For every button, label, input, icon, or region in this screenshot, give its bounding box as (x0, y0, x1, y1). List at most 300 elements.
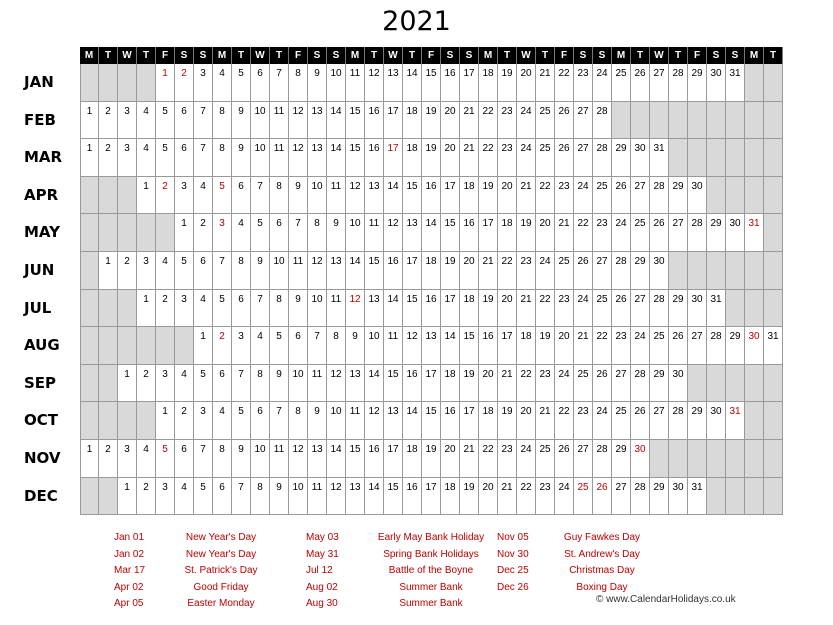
day-cell: 26 (555, 102, 574, 139)
day-cell: 2 (137, 478, 156, 515)
day-cell: 16 (403, 478, 422, 515)
day-cell: 3 (194, 402, 213, 439)
weekday-header-cell: S (707, 47, 726, 64)
day-cell: 27 (631, 290, 650, 327)
day-cell: 6 (175, 440, 194, 477)
holiday-date: May 03 (306, 532, 339, 543)
day-cell: 8 (289, 64, 308, 101)
day-cell: 25 (593, 290, 612, 327)
empty-cell (118, 214, 137, 251)
day-cell: 29 (650, 478, 669, 515)
day-cell: 25 (536, 102, 555, 139)
day-cell: 17 (498, 327, 517, 364)
day-cell: 21 (498, 365, 517, 402)
month-label: OCT (24, 411, 58, 430)
day-cell: 28 (650, 177, 669, 214)
day-cell: 3 (213, 214, 232, 251)
day-cell: 8 (213, 440, 232, 477)
holiday-column (114, 530, 266, 613)
day-cell: 23 (536, 478, 555, 515)
weekday-header-cell: T (270, 47, 289, 64)
holiday-name: Early May Bank Holiday (377, 532, 485, 543)
day-cell: 13 (365, 290, 384, 327)
day-cell: 7 (270, 402, 289, 439)
empty-cell (745, 365, 764, 402)
empty-cell (650, 440, 669, 477)
day-cell: 4 (213, 64, 232, 101)
day-cell: 21 (536, 64, 555, 101)
holiday-date: Nov 30 (497, 548, 529, 560)
day-cell: 6 (232, 290, 251, 327)
day-cell: 6 (251, 402, 270, 439)
day-cell: 2 (194, 214, 213, 251)
month-label: JAN (24, 73, 54, 91)
day-cell: 18 (460, 290, 479, 327)
day-cell: 29 (650, 365, 669, 402)
day-cell: 25 (574, 365, 593, 402)
day-cell: 3 (175, 290, 194, 327)
day-cell: 22 (593, 327, 612, 364)
day-cell: 28 (688, 214, 707, 251)
empty-cell (80, 177, 99, 214)
day-cell: 14 (384, 290, 403, 327)
day-cell: 6 (175, 139, 194, 176)
day-cell: 11 (270, 102, 289, 139)
empty-cell (726, 478, 745, 515)
holiday-item (114, 547, 266, 564)
empty-cell (118, 64, 137, 101)
day-cell: 8 (251, 365, 270, 402)
holiday-date: Aug 02 (306, 581, 338, 593)
empty-cell (726, 177, 745, 214)
day-cell: 29 (707, 214, 726, 251)
day-cell: 24 (555, 365, 574, 402)
day-cell: 26 (631, 64, 650, 101)
day-cell: 15 (346, 139, 365, 176)
weekday-header-cell: T (536, 47, 555, 64)
holiday-date: Jan 02 (114, 548, 145, 560)
weekday-header-cell: S (460, 47, 479, 64)
month-row (80, 402, 783, 440)
day-cell: 8 (213, 139, 232, 176)
day-cell: 6 (232, 177, 251, 214)
day-cell: 13 (365, 177, 384, 214)
day-cell: 11 (308, 365, 327, 402)
copyright-text: © www.CalendarHolidays.co.uk (596, 594, 736, 605)
day-cell: 27 (650, 402, 669, 439)
day-cell: 21 (517, 177, 536, 214)
day-cell: 13 (403, 214, 422, 251)
empty-cell (745, 402, 764, 439)
day-cell: 21 (498, 478, 517, 515)
day-cell: 2 (118, 252, 137, 289)
month-row (80, 139, 783, 177)
weekday-header-cell: S (726, 47, 745, 64)
empty-cell (175, 327, 194, 364)
day-cell: 19 (498, 402, 517, 439)
day-cell: 13 (308, 102, 327, 139)
day-cell: 17 (384, 102, 403, 139)
month-label: SEP (24, 373, 57, 392)
day-cell: 9 (346, 327, 365, 364)
day-cell: 13 (384, 64, 403, 101)
empty-cell (764, 177, 783, 214)
day-cell: 31 (688, 478, 707, 515)
weekday-header-cell: F (289, 47, 308, 64)
empty-cell (99, 327, 118, 364)
day-cell: 4 (175, 365, 194, 402)
day-cell: 7 (251, 290, 270, 327)
day-cell: 5 (270, 327, 289, 364)
day-cell: 4 (137, 139, 156, 176)
day-cell: 18 (441, 365, 460, 402)
weekday-header-cell: S (308, 47, 327, 64)
day-cell: 30 (745, 327, 764, 364)
holiday-item (114, 563, 266, 580)
empty-cell (99, 290, 118, 327)
month-label: AUG (24, 336, 60, 355)
month-row (80, 252, 783, 290)
day-cell: 4 (175, 478, 194, 515)
holiday-date: Apr 05 (114, 598, 144, 609)
empty-cell (80, 327, 99, 364)
day-cell: 11 (327, 177, 346, 214)
empty-cell (80, 64, 99, 101)
empty-cell (745, 64, 764, 101)
day-cell: 20 (498, 290, 517, 327)
empty-cell (745, 290, 764, 327)
day-cell: 31 (726, 402, 745, 439)
day-cell: 18 (403, 440, 422, 477)
day-cell: 30 (669, 365, 688, 402)
day-cell: 3 (137, 252, 156, 289)
day-cell: 18 (479, 64, 498, 101)
weekday-header-cell: W (118, 47, 137, 64)
empty-cell (137, 64, 156, 101)
day-cell: 9 (232, 440, 251, 477)
day-cell: 7 (232, 478, 251, 515)
day-cell: 21 (460, 440, 479, 477)
day-cell: 9 (289, 177, 308, 214)
empty-cell (631, 102, 650, 139)
day-cell: 16 (365, 102, 384, 139)
day-cell: 6 (213, 365, 232, 402)
day-cell: 22 (574, 214, 593, 251)
day-cell: 11 (289, 252, 308, 289)
day-cell: 14 (403, 64, 422, 101)
day-cell: 21 (460, 139, 479, 176)
day-cell: 4 (251, 327, 270, 364)
month-row (80, 214, 783, 252)
day-cell: 30 (688, 177, 707, 214)
empty-cell (669, 252, 688, 289)
holiday-item (114, 530, 266, 547)
day-cell: 20 (479, 478, 498, 515)
day-cell: 12 (289, 440, 308, 477)
day-cell: 18 (498, 214, 517, 251)
day-cell: 20 (441, 139, 460, 176)
holiday-column (497, 530, 647, 596)
day-cell: 14 (327, 139, 346, 176)
day-cell: 24 (593, 402, 612, 439)
day-cell: 8 (270, 177, 289, 214)
day-cell: 3 (156, 478, 175, 515)
day-cell: 6 (213, 478, 232, 515)
month-label: NOV (24, 448, 61, 467)
month-label: FEB (24, 110, 56, 129)
day-cell: 17 (441, 177, 460, 214)
day-cell: 1 (175, 214, 194, 251)
month-row (80, 64, 783, 102)
day-cell: 24 (612, 214, 631, 251)
day-cell: 24 (574, 290, 593, 327)
weekday-header-cell: M (612, 47, 631, 64)
day-cell: 12 (365, 64, 384, 101)
day-cell: 11 (346, 64, 365, 101)
month-row (80, 440, 783, 478)
day-cell: 30 (707, 402, 726, 439)
empty-cell (707, 102, 726, 139)
holiday-name: Christmas Day (569, 565, 635, 576)
day-cell: 23 (536, 365, 555, 402)
day-cell: 18 (403, 102, 422, 139)
day-cell: 1 (80, 139, 99, 176)
day-cell: 31 (745, 214, 764, 251)
day-cell: 29 (669, 290, 688, 327)
day-cell: 19 (422, 102, 441, 139)
holiday-date: Nov 05 (497, 532, 529, 543)
weekday-header-cell: F (688, 47, 707, 64)
empty-cell (688, 139, 707, 176)
day-cell: 18 (422, 252, 441, 289)
empty-cell (99, 478, 118, 515)
empty-cell (726, 102, 745, 139)
day-cell: 17 (422, 478, 441, 515)
day-cell: 12 (308, 252, 327, 289)
day-cell: 1 (156, 64, 175, 101)
day-cell: 9 (270, 478, 289, 515)
day-cell: 10 (251, 440, 270, 477)
day-cell: 10 (308, 177, 327, 214)
day-cell: 5 (175, 252, 194, 289)
day-cell: 27 (612, 365, 631, 402)
day-cell: 5 (251, 214, 270, 251)
empty-cell (118, 177, 137, 214)
day-cell: 22 (479, 102, 498, 139)
day-cell: 1 (156, 402, 175, 439)
day-cell: 29 (688, 64, 707, 101)
empty-cell (764, 214, 783, 251)
day-cell: 11 (384, 327, 403, 364)
day-cell: 12 (289, 102, 308, 139)
day-cell: 30 (707, 64, 726, 101)
day-cell: 28 (593, 440, 612, 477)
day-cell: 25 (536, 139, 555, 176)
day-cell: 23 (498, 102, 517, 139)
day-cell: 20 (479, 365, 498, 402)
day-cell: 25 (650, 327, 669, 364)
day-cell: 18 (460, 177, 479, 214)
day-cell: 22 (517, 478, 536, 515)
day-cell: 28 (631, 365, 650, 402)
weekday-header-cell: W (517, 47, 536, 64)
day-cell: 28 (593, 102, 612, 139)
day-cell: 6 (270, 214, 289, 251)
day-cell: 14 (441, 327, 460, 364)
day-cell: 26 (612, 177, 631, 214)
weekday-header-cell: T (365, 47, 384, 64)
day-cell: 28 (593, 139, 612, 176)
day-cell: 30 (726, 214, 745, 251)
day-cell: 8 (289, 402, 308, 439)
day-cell: 5 (213, 290, 232, 327)
day-cell: 26 (593, 478, 612, 515)
day-cell: 19 (536, 327, 555, 364)
day-cell: 18 (479, 402, 498, 439)
day-cell: 12 (365, 402, 384, 439)
day-cell: 13 (327, 252, 346, 289)
day-cell: 16 (479, 327, 498, 364)
empty-cell (156, 214, 175, 251)
day-cell: 25 (593, 177, 612, 214)
day-cell: 6 (194, 252, 213, 289)
day-cell: 27 (574, 440, 593, 477)
day-cell: 13 (384, 402, 403, 439)
day-cell: 30 (631, 139, 650, 176)
empty-cell (80, 214, 99, 251)
day-cell: 22 (536, 290, 555, 327)
day-cell: 6 (175, 102, 194, 139)
day-cell: 17 (384, 440, 403, 477)
day-cell: 11 (308, 478, 327, 515)
day-cell: 14 (327, 102, 346, 139)
day-cell: 15 (403, 290, 422, 327)
month-label: MAY (24, 223, 60, 242)
day-cell: 15 (384, 365, 403, 402)
holiday-item (497, 530, 647, 547)
day-cell: 3 (156, 365, 175, 402)
day-cell: 9 (232, 139, 251, 176)
holiday-item (114, 596, 266, 613)
empty-cell (650, 102, 669, 139)
day-cell: 28 (707, 327, 726, 364)
day-cell: 31 (726, 64, 745, 101)
day-cell: 3 (118, 102, 137, 139)
day-cell: 14 (346, 252, 365, 289)
holiday-name: St. Andrew's Day (564, 548, 640, 560)
day-cell: 13 (308, 139, 327, 176)
day-cell: 9 (232, 102, 251, 139)
day-cell: 14 (327, 440, 346, 477)
empty-cell (99, 365, 118, 402)
day-cell: 9 (327, 214, 346, 251)
day-cell: 10 (289, 478, 308, 515)
day-cell: 22 (517, 365, 536, 402)
day-cell: 7 (194, 440, 213, 477)
day-cell: 10 (327, 402, 346, 439)
day-cell: 26 (555, 440, 574, 477)
day-cell: 23 (498, 139, 517, 176)
empty-cell (745, 440, 764, 477)
holiday-name: Boxing Day (576, 581, 628, 593)
weekday-header-cell: F (422, 47, 441, 64)
day-cell: 2 (175, 64, 194, 101)
day-cell: 15 (441, 214, 460, 251)
empty-cell (99, 64, 118, 101)
holiday-item (114, 580, 266, 597)
day-cell: 15 (346, 102, 365, 139)
month-label: MAR (24, 148, 63, 167)
empty-cell (764, 290, 783, 327)
day-cell: 26 (631, 402, 650, 439)
holiday-name: Spring Bank Holidays (383, 548, 479, 560)
weekday-header-cell: M (80, 47, 99, 64)
empty-cell (726, 139, 745, 176)
weekday-header-cell: T (498, 47, 517, 64)
weekday-header (80, 47, 783, 64)
weekday-header-cell: T (669, 47, 688, 64)
day-cell: 24 (593, 64, 612, 101)
day-cell: 27 (688, 327, 707, 364)
day-cell: 30 (631, 440, 650, 477)
day-cell: 3 (175, 177, 194, 214)
day-cell: 10 (365, 327, 384, 364)
holiday-name: Summer Bank (399, 598, 463, 609)
day-cell: 10 (346, 214, 365, 251)
day-cell: 15 (346, 440, 365, 477)
day-cell: 16 (365, 139, 384, 176)
day-cell: 27 (612, 478, 631, 515)
day-cell: 13 (346, 478, 365, 515)
day-cell: 7 (194, 102, 213, 139)
day-cell: 27 (574, 139, 593, 176)
day-cell: 21 (536, 402, 555, 439)
day-cell: 7 (289, 214, 308, 251)
day-cell: 9 (308, 402, 327, 439)
day-cell: 9 (270, 365, 289, 402)
day-cell: 16 (422, 290, 441, 327)
holiday-date: May 31 (306, 548, 339, 560)
weekday-header-cell: W (650, 47, 669, 64)
day-cell: 27 (631, 177, 650, 214)
holiday-date: Aug 30 (306, 598, 338, 609)
month-row (80, 365, 783, 403)
month-rows (80, 64, 783, 515)
weekday-header-cell: T (403, 47, 422, 64)
holiday-name: Summer Bank (399, 581, 463, 593)
weekday-header-cell: S (327, 47, 346, 64)
month-labels (24, 64, 80, 515)
day-cell: 19 (441, 252, 460, 289)
empty-cell (156, 327, 175, 364)
day-cell: 13 (346, 365, 365, 402)
empty-cell (137, 327, 156, 364)
day-cell: 8 (232, 252, 251, 289)
holiday-item (306, 580, 496, 597)
month-row (80, 290, 783, 328)
day-cell: 10 (251, 102, 270, 139)
day-cell: 16 (460, 214, 479, 251)
day-cell: 20 (441, 440, 460, 477)
day-cell: 20 (517, 402, 536, 439)
month-row (80, 177, 783, 215)
day-cell: 5 (194, 478, 213, 515)
day-cell: 19 (479, 177, 498, 214)
empty-cell (688, 252, 707, 289)
empty-cell (707, 478, 726, 515)
day-cell: 26 (574, 252, 593, 289)
day-cell: 25 (612, 402, 631, 439)
